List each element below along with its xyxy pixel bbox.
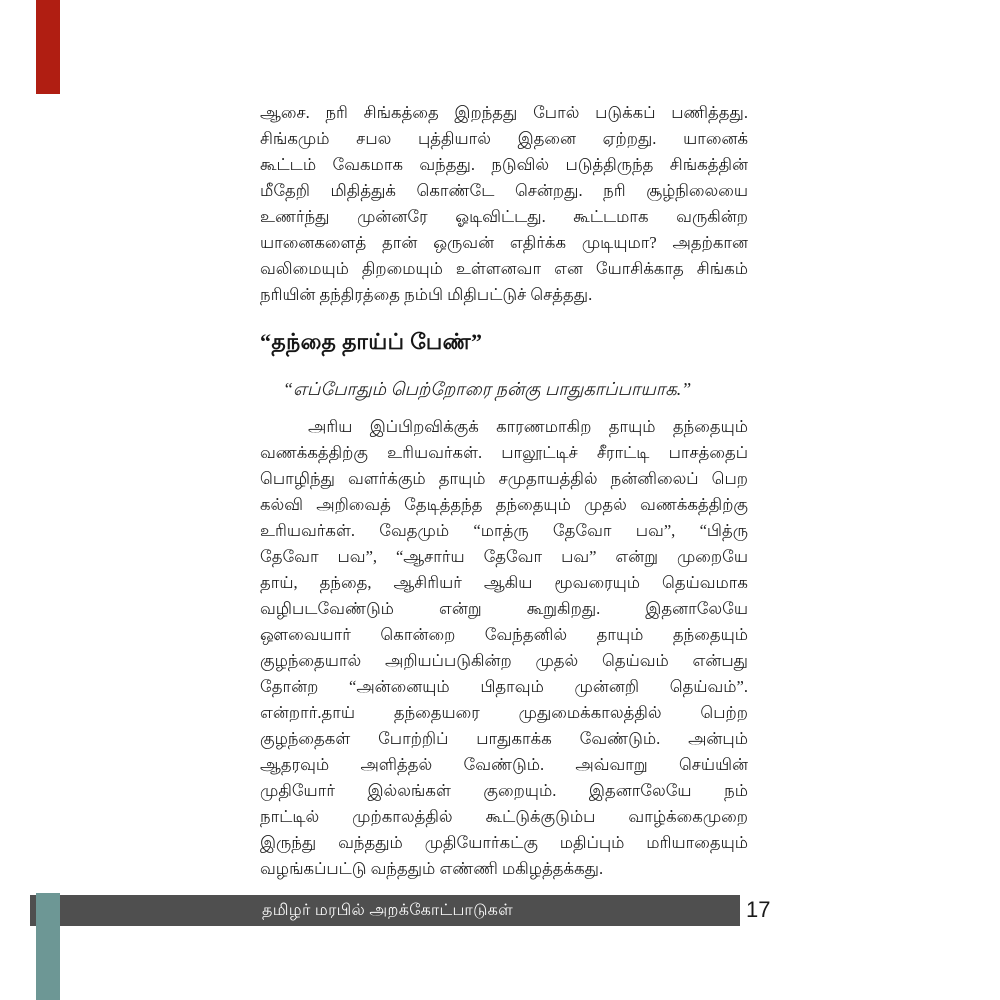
text-line: நாட்டில் முற்காலத்தில் கூட்டுக்குடும்ப வாழ்க்கைமுறை <box>260 807 748 826</box>
text-line: தேவோ பவ”, “ஆசார்ய தேவோ பவ” என்று முறையே <box>260 547 748 566</box>
red-edge-stripe <box>36 0 60 94</box>
teal-edge-stripe <box>36 893 60 1000</box>
text-line: தோன்ற “அன்னையும் பிதாவும் முன்னறி தெய்வம்”. <box>260 677 748 696</box>
text-line: வழிபடவேண்டும் என்று கூறுகிறது. இதனாலேயே <box>260 599 748 618</box>
text-line: வலிமையும் திறமையும் உள்ளனவா என யோசிக்காத சிங்கம் <box>260 259 748 278</box>
text-line: ஔவையார் கொன்றை வேந்தனில் தாயும் தந்தையும் <box>260 625 748 644</box>
text-line: உரியவர்கள். வேதமும் “மாத்ரு தேவோ பவ”, “பித்ரு <box>260 521 748 540</box>
text-line: குழந்தையால் அறியப்படுகின்ற முதல் தெய்வம் என்பது <box>260 651 748 670</box>
text-line: வழங்கப்பட்டு வந்ததும் எண்ணி மகிழத்தக்கது. <box>260 859 604 878</box>
text-line: கல்வி அறிவைத் தேடித்தந்த தந்தையும் முதல் வணக்கத்திற்கு <box>260 495 748 514</box>
text-line: தாய், தந்தை, ஆசிரியர் ஆகிய மூவரையும் தெய்வமாக <box>260 573 748 592</box>
text-line: அரிய இப்பிறவிக்குக் காரணமாகிற தாயும் தந்தையும் <box>308 417 748 436</box>
text-line: முதியோர் இல்லங்கள் குறையும். இதனாலேயே நம் <box>260 781 748 800</box>
page-number: 17 <box>746 897 771 922</box>
text-line: ஆசை. நரி சிங்கத்தை இறந்தது போல் படுக்கப் பணித்தது. <box>260 103 748 122</box>
section-heading: “தந்தை தாய்ப் பேண்” <box>260 329 483 354</box>
text-line: வணக்கத்திற்கு உரியவர்கள். பாலூட்டிச் சீராட்டி பாசத்தைப் <box>260 443 748 462</box>
text-line: யானைகளைத் தான் ஒருவன் எதிர்க்க முடியுமா? அதற்கான <box>260 233 748 252</box>
text-line: நரியின் தந்திரத்தை நம்பி மிதிபட்டுச் செத்தது. <box>260 285 593 304</box>
body-paragraph-1 <box>260 100 748 308</box>
text-line: மீதேறி மிதித்துக் கொண்டே சென்றது. நரி சூழ்நிலையை <box>260 181 748 200</box>
epigraph-quote: “எப்போதும் பெற்றோரை நன்கு பாதுகாப்பாயாக.” <box>283 379 692 399</box>
text-line: உணர்ந்து முன்னரே ஓடிவிட்டது. கூட்டமாக வருகின்ற <box>260 207 748 226</box>
text-line: குழந்தைகள் போற்றிப் பாதுகாக்க வேண்டும். அன்பும் <box>260 729 748 748</box>
text-line: இருந்து வந்ததும் முதியோர்கட்கு மதிப்பும் மரியாதையும் <box>260 833 748 852</box>
text-line: ஆதரவும் அளித்தல் வேண்டும். அவ்வாறு செய்யின் <box>260 755 748 774</box>
body-paragraph-2 <box>260 414 748 882</box>
footer-book-title: தமிழர் மரபில் அறக்கோட்பாடுகள் <box>262 902 513 919</box>
text-line: கூட்டம் வேகமாக வந்தது. நடுவில் படுத்திருந்த சிங்கத்தின் <box>260 155 748 174</box>
text-line: பொழிந்து வளர்க்கும் தாயும் சமுதாயத்தில் நன்னிலைப் பெற <box>260 469 748 488</box>
footer-band <box>30 895 740 926</box>
text-line: சிங்கமும் சபல புத்தியால் இதனை ஏற்றது. யானைக் <box>260 129 748 148</box>
text-line: என்றார்.தாய் தந்தையரை முதுமைக்காலத்தில் பெற்ற <box>260 703 748 722</box>
